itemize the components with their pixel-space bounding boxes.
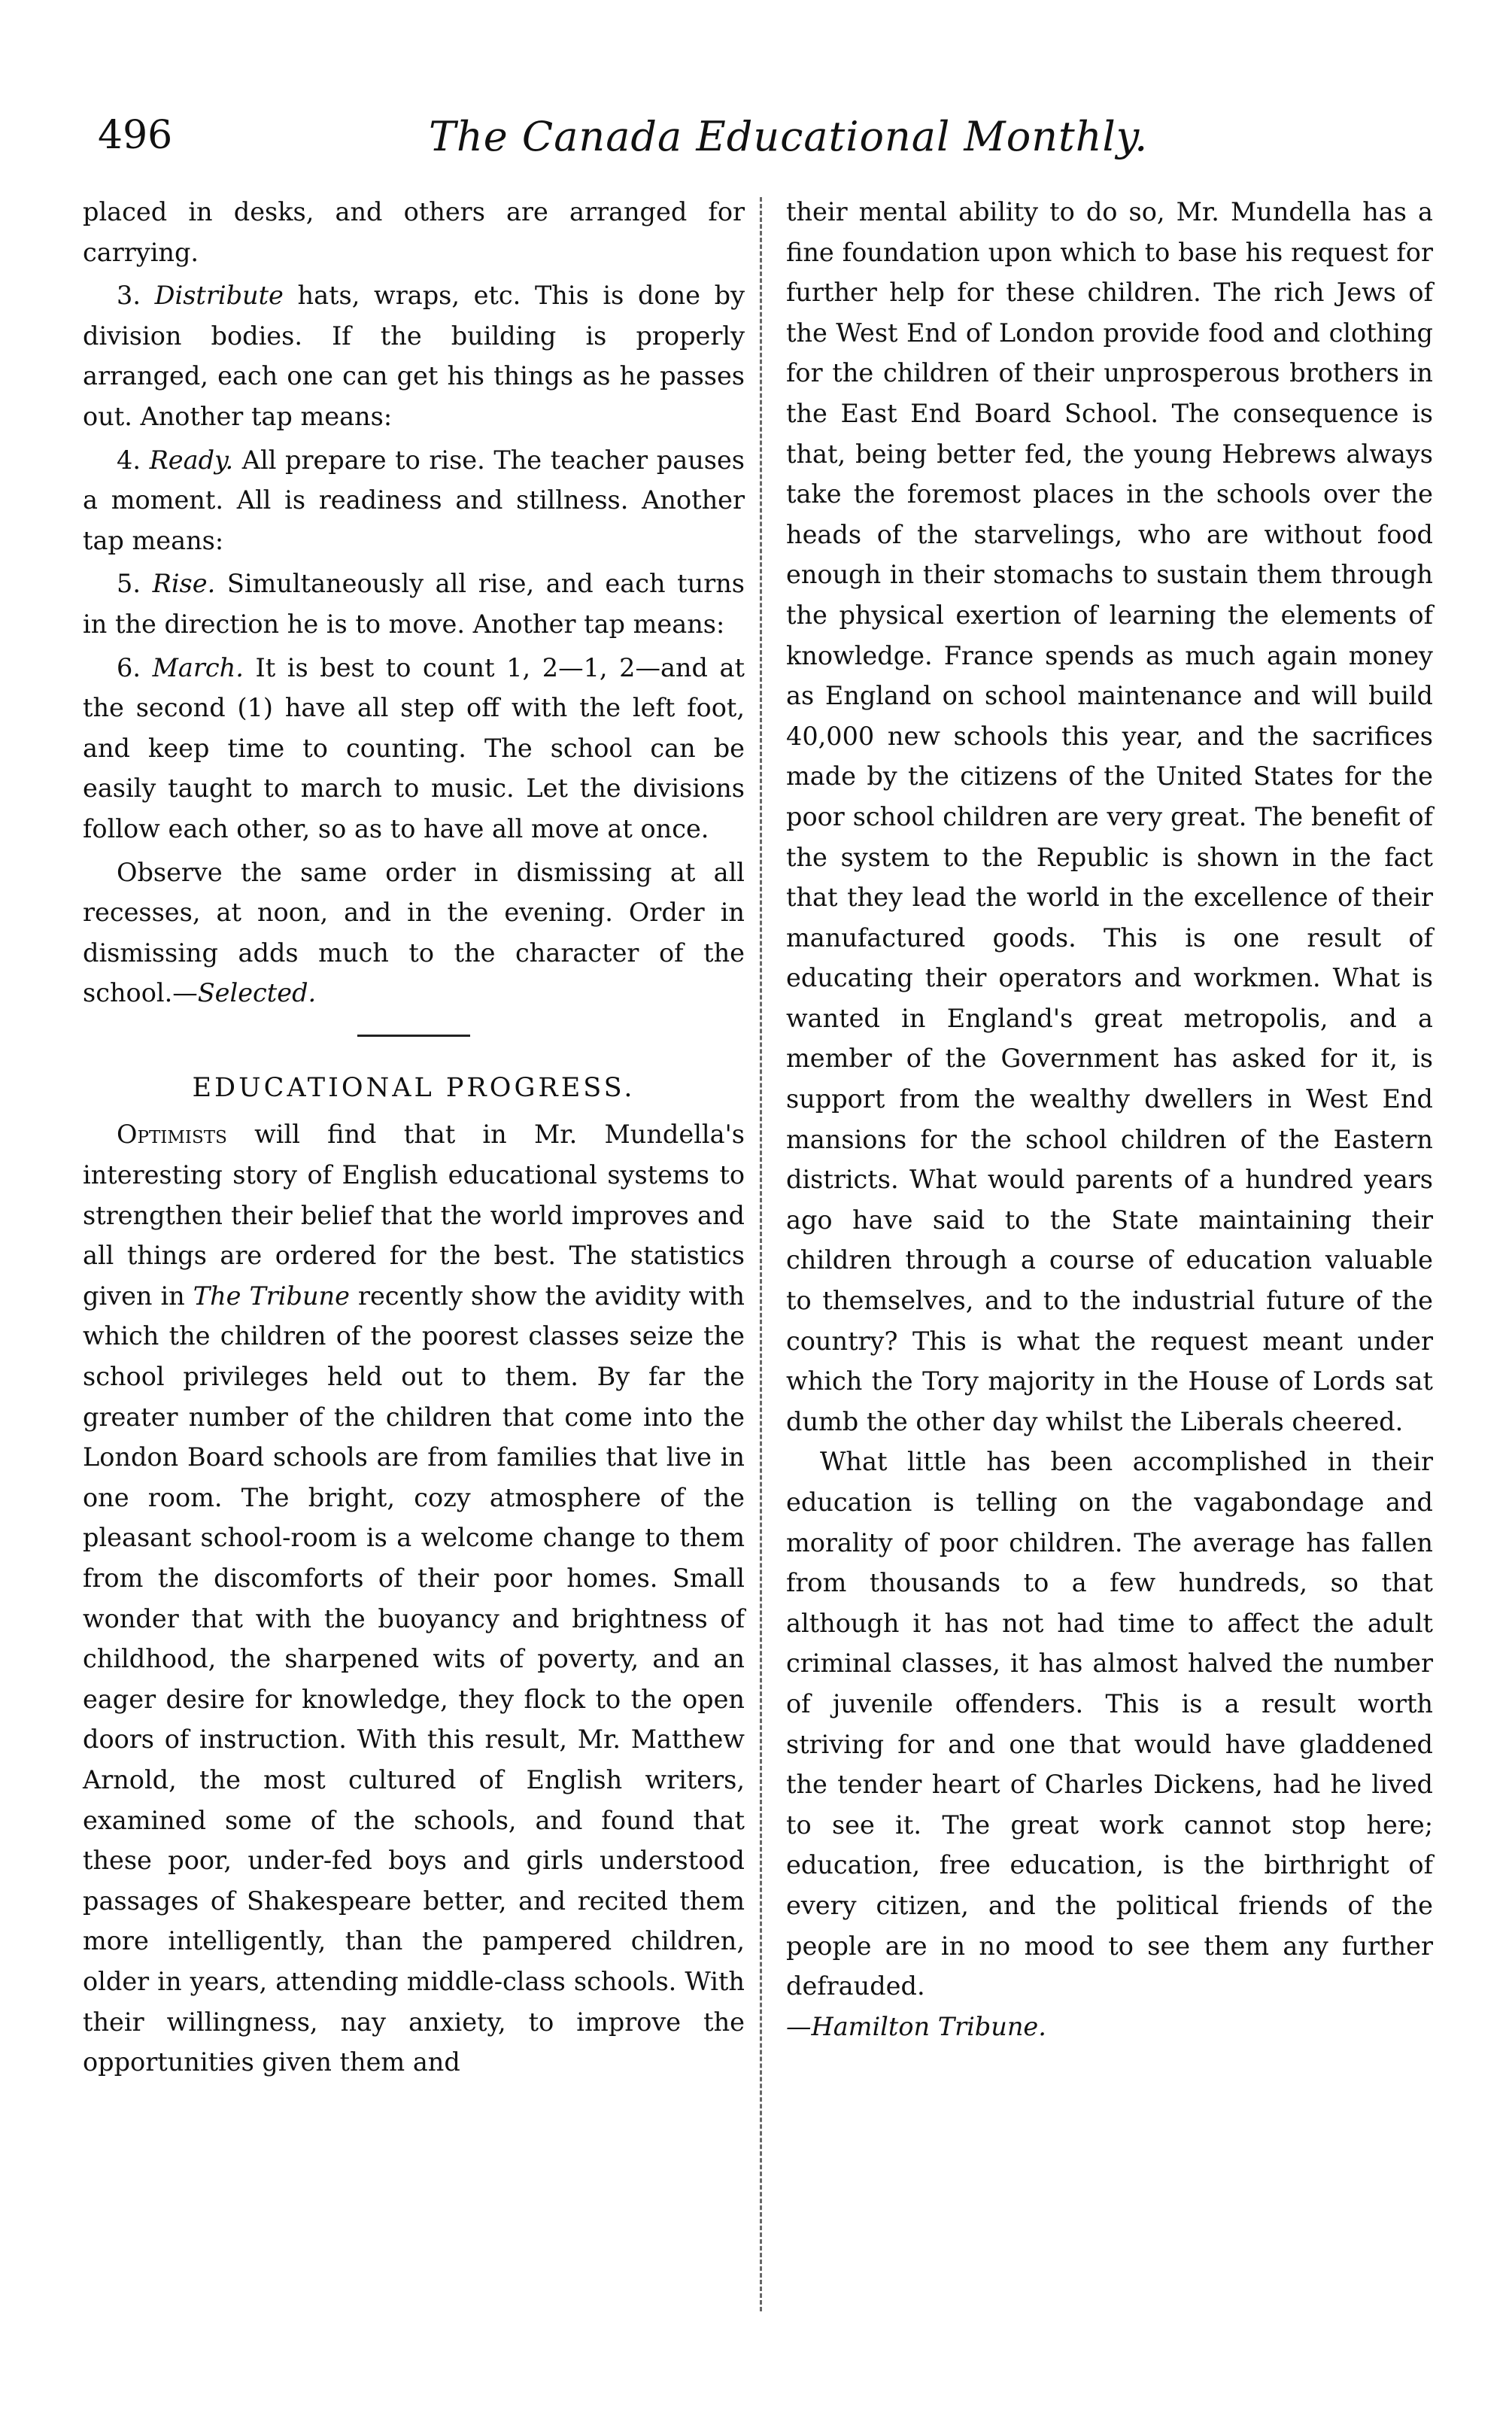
step-6 <box>83 648 745 849</box>
step-text: hats, wraps, etc. This is done by division bodies. If the building is properly arranged, each one can get his things as he passes out. Another tap means: <box>83 281 745 431</box>
paragraph-placed: placed in desks, and others are arranged for carrying. <box>83 197 745 267</box>
article-title: EDUCATIONAL PROGRESS. <box>192 1072 636 1103</box>
step-label: Rise. <box>152 569 216 599</box>
paragraph-closing: What little has been accomplished in their education is telling on the vagabondage and morality of poor children. The average has fallen from thousands to a few hundreds, so that although it has not had time to affect the adult criminal classes, it has almost halved the number of juvenile offenders. This is a result worth striving for and one that would have gladdened the tender heart of Charles Dickens, had he lived to see it. The great work cannot stop here; education, free education, is the birthright of every citizen, and the political friends of the people are in no mood to see them any further defrauded. <box>786 1447 1433 2001</box>
step-number: 3. <box>117 281 141 311</box>
step-text: It is best to count 1, 2—1, 2—and at the second (1) have all step off with the left foot, and keep time to counting. The school can be easily taught to march to music. Let the divisions follow each other, so as to have all move at once. <box>83 652 745 843</box>
left-column <box>83 192 745 2083</box>
step-number: 6. <box>117 652 141 682</box>
page-number: 496 <box>98 113 173 158</box>
running-title: The Canada Educational Monthly. <box>429 113 1149 160</box>
observe-text: Observe the same order in dismissing at all recesses, at noon, and in the evening. Order in dismissing adds much to the character of the school.— <box>83 857 745 1008</box>
observe-source: Selected. <box>197 978 317 1008</box>
article-signature: —Hamilton Tribune. <box>786 2011 1046 2041</box>
step-3 <box>83 275 745 436</box>
step-label: Distribute <box>154 281 284 311</box>
step-text: All prepare to rise. The teacher pauses a moment. All is readiness and stillness. Another tap means: <box>83 445 745 555</box>
step-5 <box>83 564 745 644</box>
step-number: 4. <box>117 445 141 475</box>
step-4 <box>83 440 745 561</box>
section-divider <box>357 1035 470 1037</box>
article-text-2: recently show the avidity with which the children of the poorest classes seize the school privileges held out to them. By far the greater number of the children that come into the London Board schools are from families that live in one room. The bright, cozy atmosphere of the pleasant school-room is a welcome change to them from the discomforts of their poor homes. Small wonder that with the buoyancy and brightness of childhood, the sharpened wits of poverty, and an eager desire for knowledge, they flock to the open doors of instruction. With this result, Mr. Matthew Arnold, the most cultured of English writers, examined some of the schools, and found that these poor, under-fed boys and girls understood passages of Shakespeare better, and recited them more intelligently, than the pampered children, older in years, attending middle-class schools. With their willingness, nay anxiety, to improve the opportunities given them and <box>83 1281 745 2077</box>
tribune-reference: The Tribune <box>193 1281 350 1311</box>
article-text-1: will find that in Mr. Mundella's interesting story of English educational systems to strengthen their belief that the world improves and all things are ordered for the best. The statistics given in <box>83 1120 745 1311</box>
paragraph-observe <box>83 852 745 1013</box>
page-header <box>98 113 1422 181</box>
step-number: 5. <box>117 569 141 599</box>
step-label: March. <box>152 652 244 682</box>
paragraph-continuation: their mental ability to do so, Mr. Mundella has a fine foundation upon which to base his request for further help for these children. The rich Jews of the West End of London provide food and clothing for the children of their unprosperous brothers in the East End Board School. The consequence is that, being better fed, the young Hebrews always take the foremost places in the schools over the heads of the starvelings, who are without food enough in their stomachs to sustain them through the physical exertion of learning the elements of knowledge. France spends as much again money as England on school maintenance and will build 40,000 new schools this year, and the sacrifices made by the citizens of the United States for the poor school children are very great. The benefit of the system to the Republic is shown in the fact that they lead the world in the excellence of their manufactured goods. This is one result of educating their operators and workmen. What is wanted in England's great metropolis, and a member of the Government has asked for it, is support from the wealthy dwellers in West End mansions for the school children of the Eastern districts. What would parents of a hundred years ago have said to the State maintaining their children through a course of education valuable to themselves, and to the industrial future of the country? This is what the request meant under which the Tory majority in the House of Lords sat dumb the other day whilst the Liberals cheered. <box>786 197 1433 1436</box>
column-rule <box>760 197 762 2311</box>
article-lead: Optimists <box>117 1120 227 1150</box>
article-paragraph <box>83 1114 745 2082</box>
right-column <box>786 192 1433 2047</box>
step-text: Simultaneously all rise, and each turns in the direction he is to move. Another tap means: <box>83 569 745 639</box>
step-label: Ready. <box>149 445 234 475</box>
